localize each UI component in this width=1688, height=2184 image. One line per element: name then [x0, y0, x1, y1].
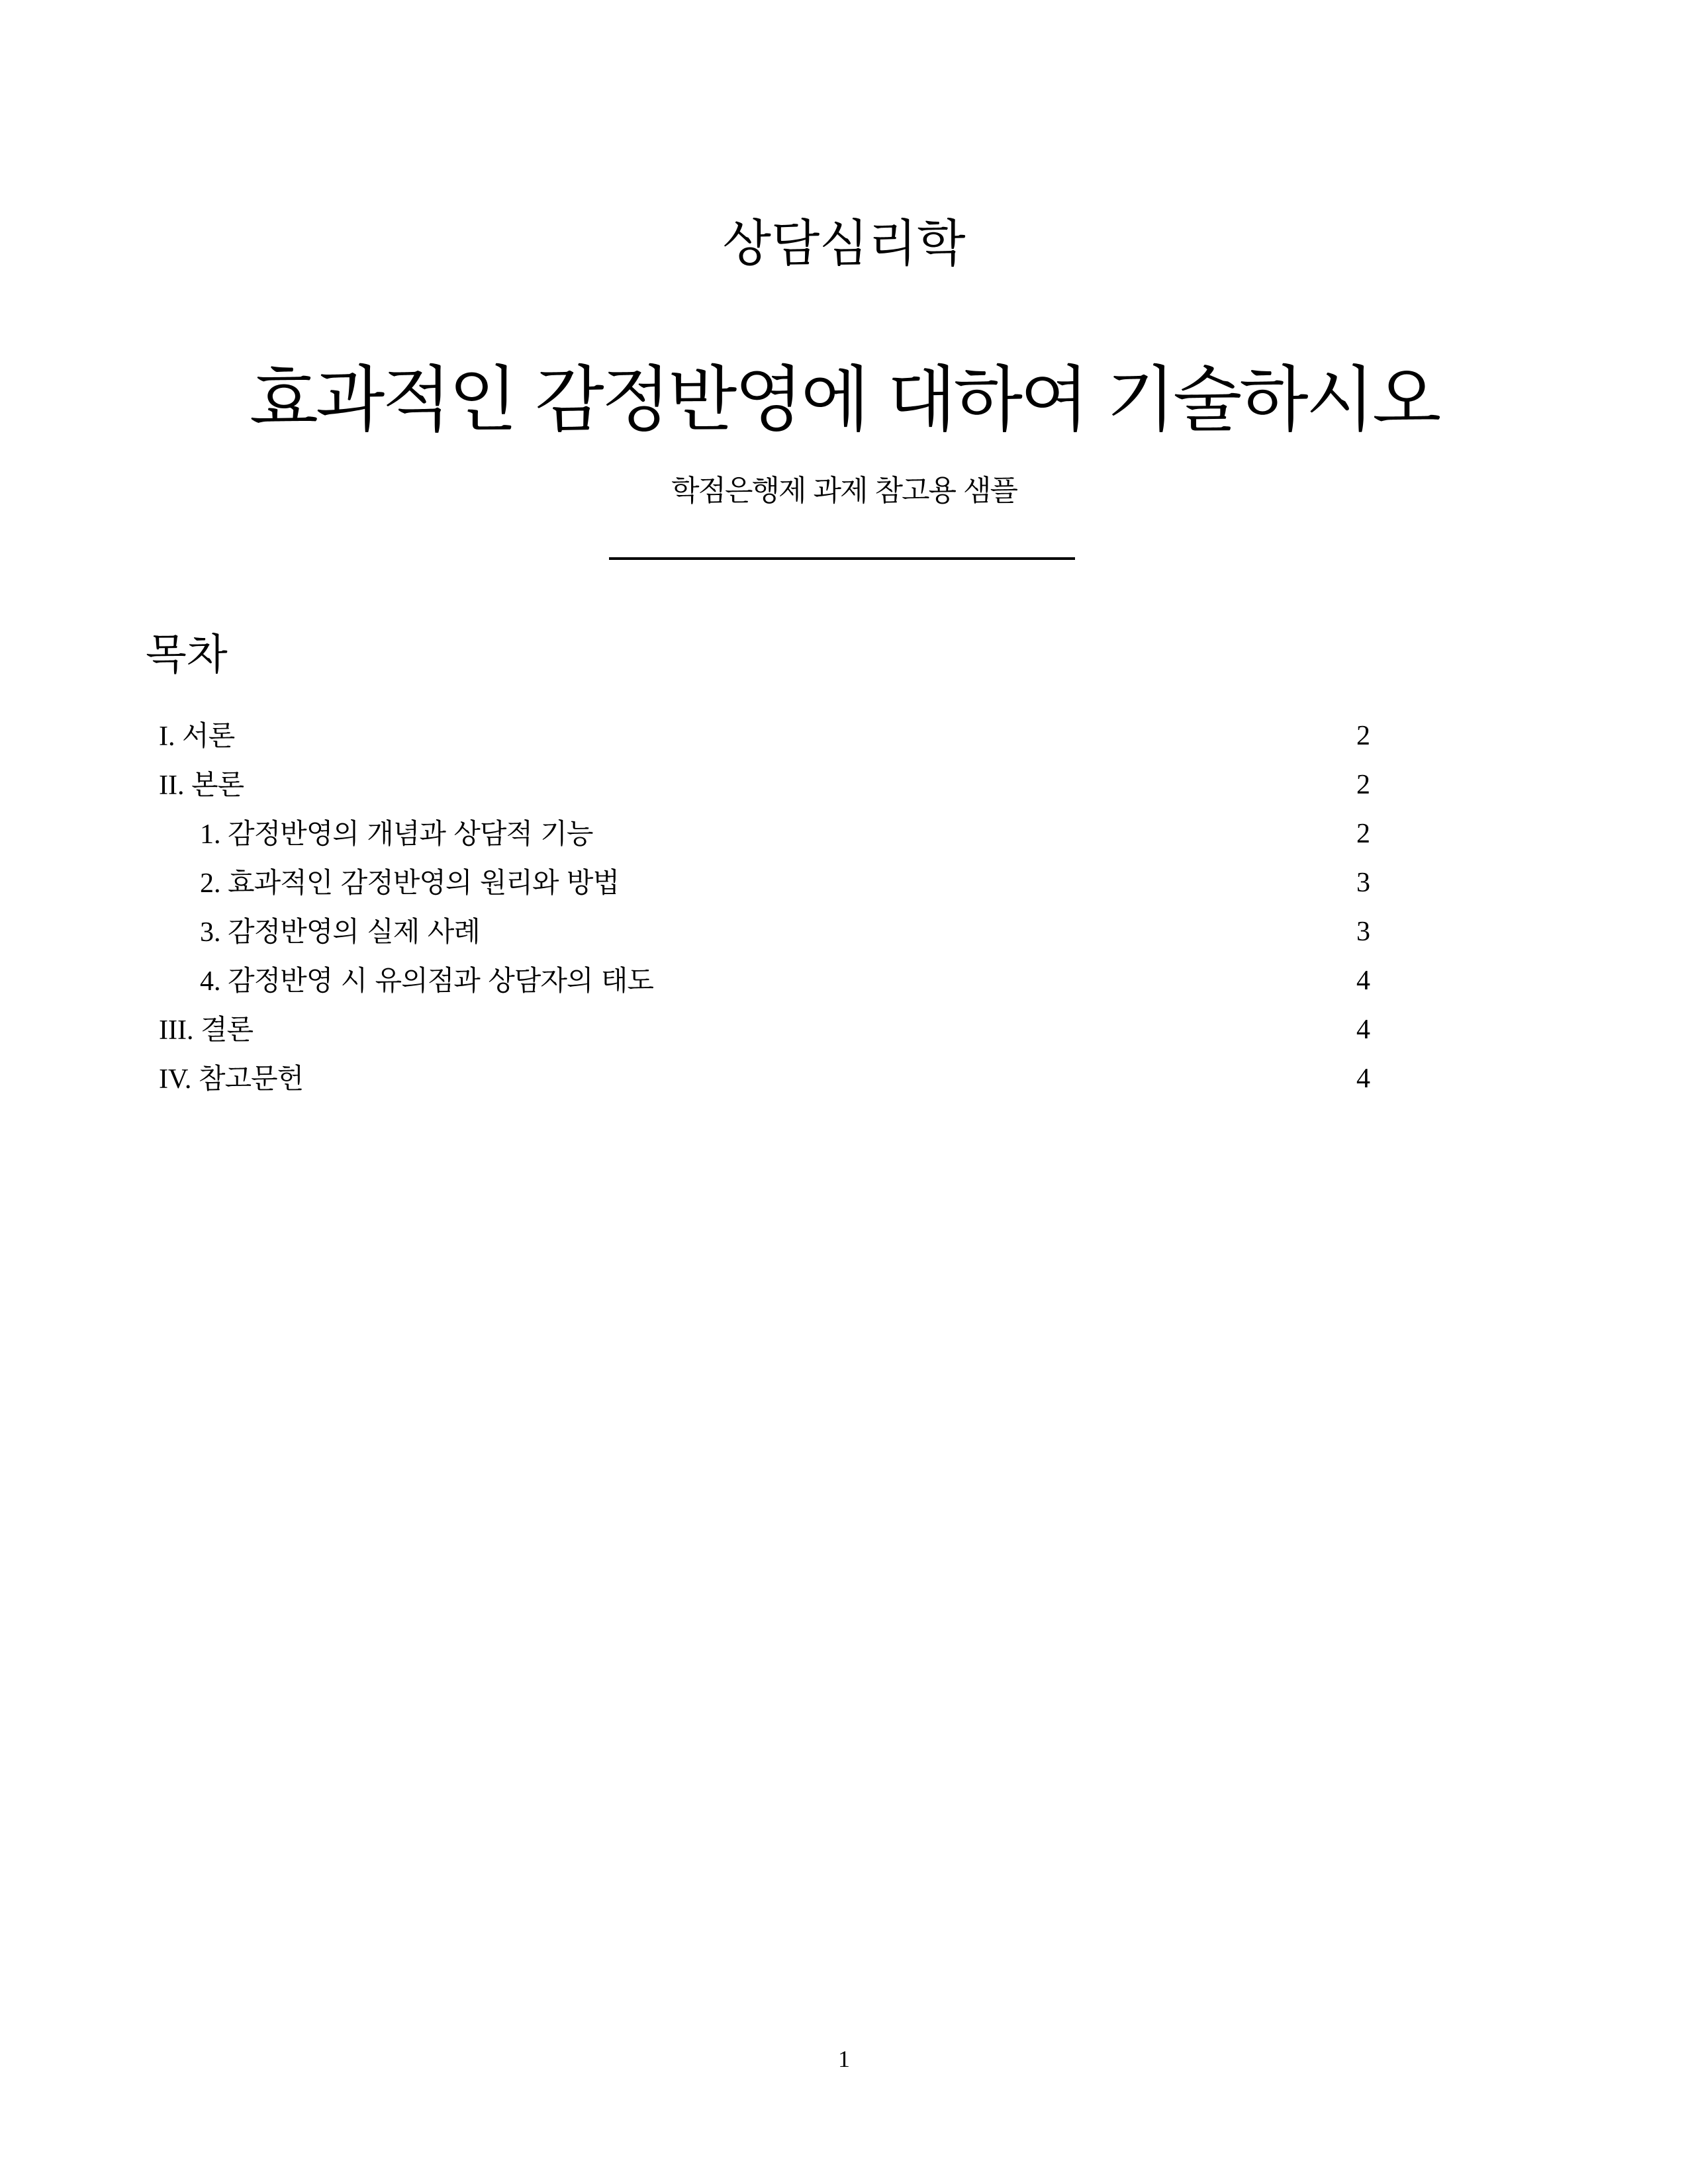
- toc-entry-page: 4: [1356, 1064, 1370, 1094]
- toc-entry-page: 4: [1356, 1015, 1370, 1045]
- title-divider: [609, 557, 1075, 560]
- toc-subentry-4: [159, 956, 1370, 1005]
- toc-entry-label: 참고문헌: [198, 1062, 304, 1095]
- course-subject: 상담심리학: [722, 214, 966, 273]
- toc-entry-page: 3: [1356, 868, 1370, 898]
- toc-entry-page: 2: [1356, 770, 1370, 800]
- toc-entry-label: 서론: [182, 719, 235, 752]
- toc-subentry-3: [159, 907, 1370, 956]
- page-number: 1: [838, 2046, 850, 2072]
- document-subtitle: 학점은행제 과제 참고용 샘플: [671, 474, 1017, 508]
- toc-entry-number: 2.: [200, 868, 228, 899]
- toc-entry-page: 2: [1356, 721, 1370, 751]
- toc-entry-label: 감정반영 시 유의점과 상담자의 태도: [228, 964, 653, 997]
- toc-entry-number: III.: [159, 1015, 201, 1046]
- toc-entry-number: 1.: [200, 819, 228, 850]
- toc-entry-page: 2: [1356, 819, 1370, 849]
- toc-entry-label: 효과적인 감정반영의 원리와 방법: [228, 866, 620, 899]
- toc-subentry-1: [159, 809, 1370, 858]
- toc-entry-label: 감정반영의 실제 사례: [228, 915, 480, 948]
- toc-entry-label: 감정반영의 개념과 상담적 기능: [228, 817, 593, 850]
- toc-entry-number: I.: [159, 721, 182, 752]
- toc-heading: 목차: [146, 631, 228, 680]
- toc-entry-number: IV.: [159, 1064, 199, 1095]
- toc-entry-conclusion: [159, 1005, 1370, 1054]
- toc-entry-body: [159, 760, 1370, 809]
- document-title: 효과적인 감정반영에 대하여 기술하시오: [249, 359, 1439, 441]
- table-of-contents: [159, 711, 1370, 1103]
- toc-entry-number: II.: [159, 770, 191, 801]
- toc-entry-label: 본론: [191, 768, 244, 801]
- toc-entry-introduction: [159, 711, 1370, 760]
- toc-entry-number: 4.: [200, 966, 228, 997]
- toc-entry-label: 결론: [200, 1013, 254, 1046]
- toc-entry-number: 3.: [200, 917, 228, 948]
- toc-entry-page: 4: [1356, 966, 1370, 996]
- toc-entry-page: 3: [1356, 917, 1370, 947]
- toc-subentry-2: [159, 858, 1370, 907]
- toc-entry-references: [159, 1054, 1370, 1103]
